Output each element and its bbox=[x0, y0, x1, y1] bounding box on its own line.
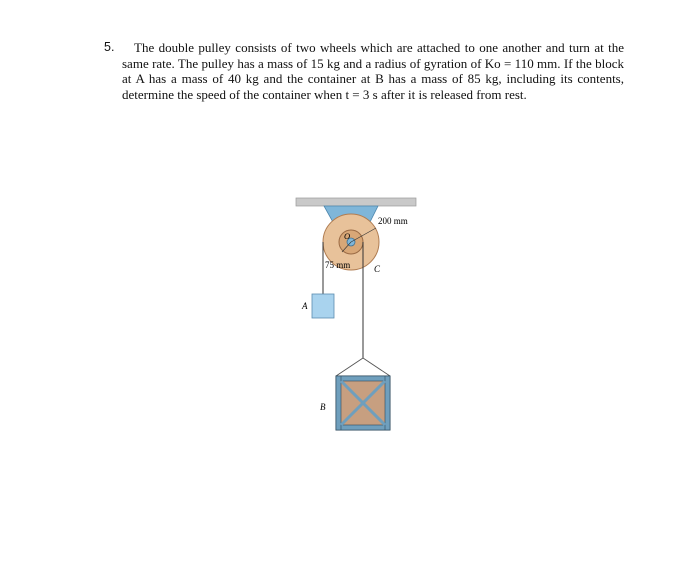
pulley-figure bbox=[280, 190, 430, 450]
problem-statement bbox=[104, 40, 624, 102]
label-outer-radius: 200 mm bbox=[378, 216, 408, 226]
crate-sling-right bbox=[363, 358, 390, 376]
label-inner-radius: 75 mm bbox=[325, 260, 351, 270]
label-a: A bbox=[302, 301, 308, 311]
pulley-diagram bbox=[280, 190, 430, 450]
label-o: O bbox=[344, 231, 351, 241]
problem-number: 5. bbox=[104, 40, 115, 54]
container-b bbox=[336, 376, 390, 430]
label-b: B bbox=[320, 402, 326, 412]
block-a bbox=[312, 294, 334, 318]
label-c: C bbox=[374, 264, 381, 274]
ceiling-support bbox=[296, 198, 416, 206]
problem-text: The double pulley consists of two wheels which are attached to one another and turn at the same rate. The pulley has a mass of 15 kg and a radius of gyration of Ko = 110 mm. If the block at A has a mass of 40 kg and the container at B has a mass of 85 kg, including its contents, determine the speed of the container when t = 3 s after it is released from rest. bbox=[122, 40, 624, 102]
crate-sling-left bbox=[336, 358, 363, 376]
